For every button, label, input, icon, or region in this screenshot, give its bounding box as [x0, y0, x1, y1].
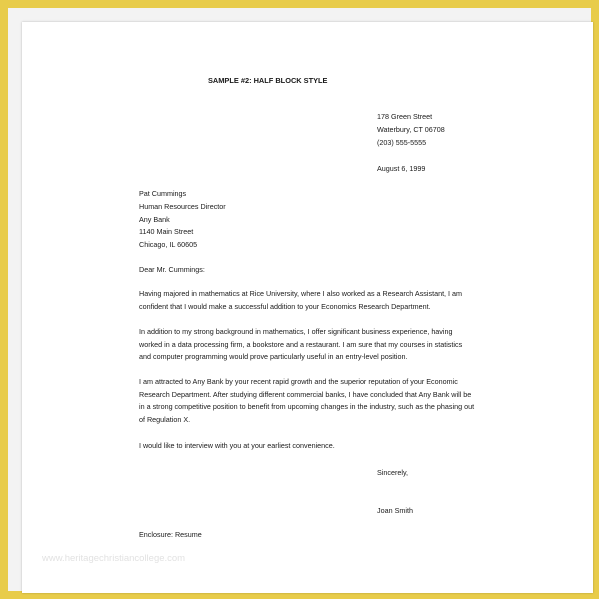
sender-address-line: 178 Green Street [377, 112, 433, 121]
recipient-address [139, 188, 226, 252]
sender-address-line: Waterbury, CT 06708 [377, 124, 445, 134]
paragraph-line: Having majored in mathematics at Rice University, where I also worked as a Research Assistant, I am [139, 289, 463, 298]
paragraph-line: confident that I would make a successful addition to your Economics Research Department. [139, 301, 431, 311]
paragraph-line: Research Department. After studying different commercial banks, I have concluded that Any Bank will be [139, 389, 472, 399]
body-paragraph-3 [139, 376, 474, 426]
recipient-line: Chicago, IL 60605 [139, 240, 198, 250]
paragraph-line: worked in a data processing firm, a bookstore and a restaurant. I am sure that my courses in statistics [139, 339, 463, 349]
recipient-line: Any Bank [139, 214, 170, 224]
letter-title: SAMPLE #2: HALF BLOCK STYLE [208, 76, 328, 85]
body-paragraph-4: I would like to interview with you at your earliest convenience. [139, 441, 335, 450]
recipient-line: Human Resources Director [139, 201, 226, 211]
signature-name: Joan Smith [377, 506, 413, 515]
paragraph-line: of Regulation X. [139, 414, 191, 424]
closing: Sincerely, [377, 468, 409, 477]
enclosure-note: Enclosure: Resume [139, 530, 202, 539]
paragraph-line: I am attracted to Any Bank by your recent rapid growth and the superior reputation of your Economic [139, 377, 458, 386]
sender-address [377, 111, 445, 149]
paragraph-line: and computer programming would prove particularly useful in an entry-level position. [139, 352, 408, 362]
sender-phone: (203) 555-5555 [377, 137, 427, 147]
salutation: Dear Mr. Cummings: [139, 265, 205, 274]
watermark-text: www.heritagechristiancollege.com [42, 553, 186, 564]
paragraph-line: In addition to my strong background in mathematics, I offer significant business experience, having [139, 327, 453, 336]
body-paragraph-1 [139, 288, 462, 313]
letter-date: August 6, 1999 [377, 164, 426, 173]
paragraph-line: in a strong competitive position to benefit from upcoming changes in the industry, such as the phasing out [139, 402, 475, 412]
body-paragraph-2 [139, 326, 462, 364]
recipient-line: Pat Cummings [139, 189, 187, 198]
document-page [22, 22, 593, 593]
recipient-line: 1140 Main Street [139, 227, 194, 237]
